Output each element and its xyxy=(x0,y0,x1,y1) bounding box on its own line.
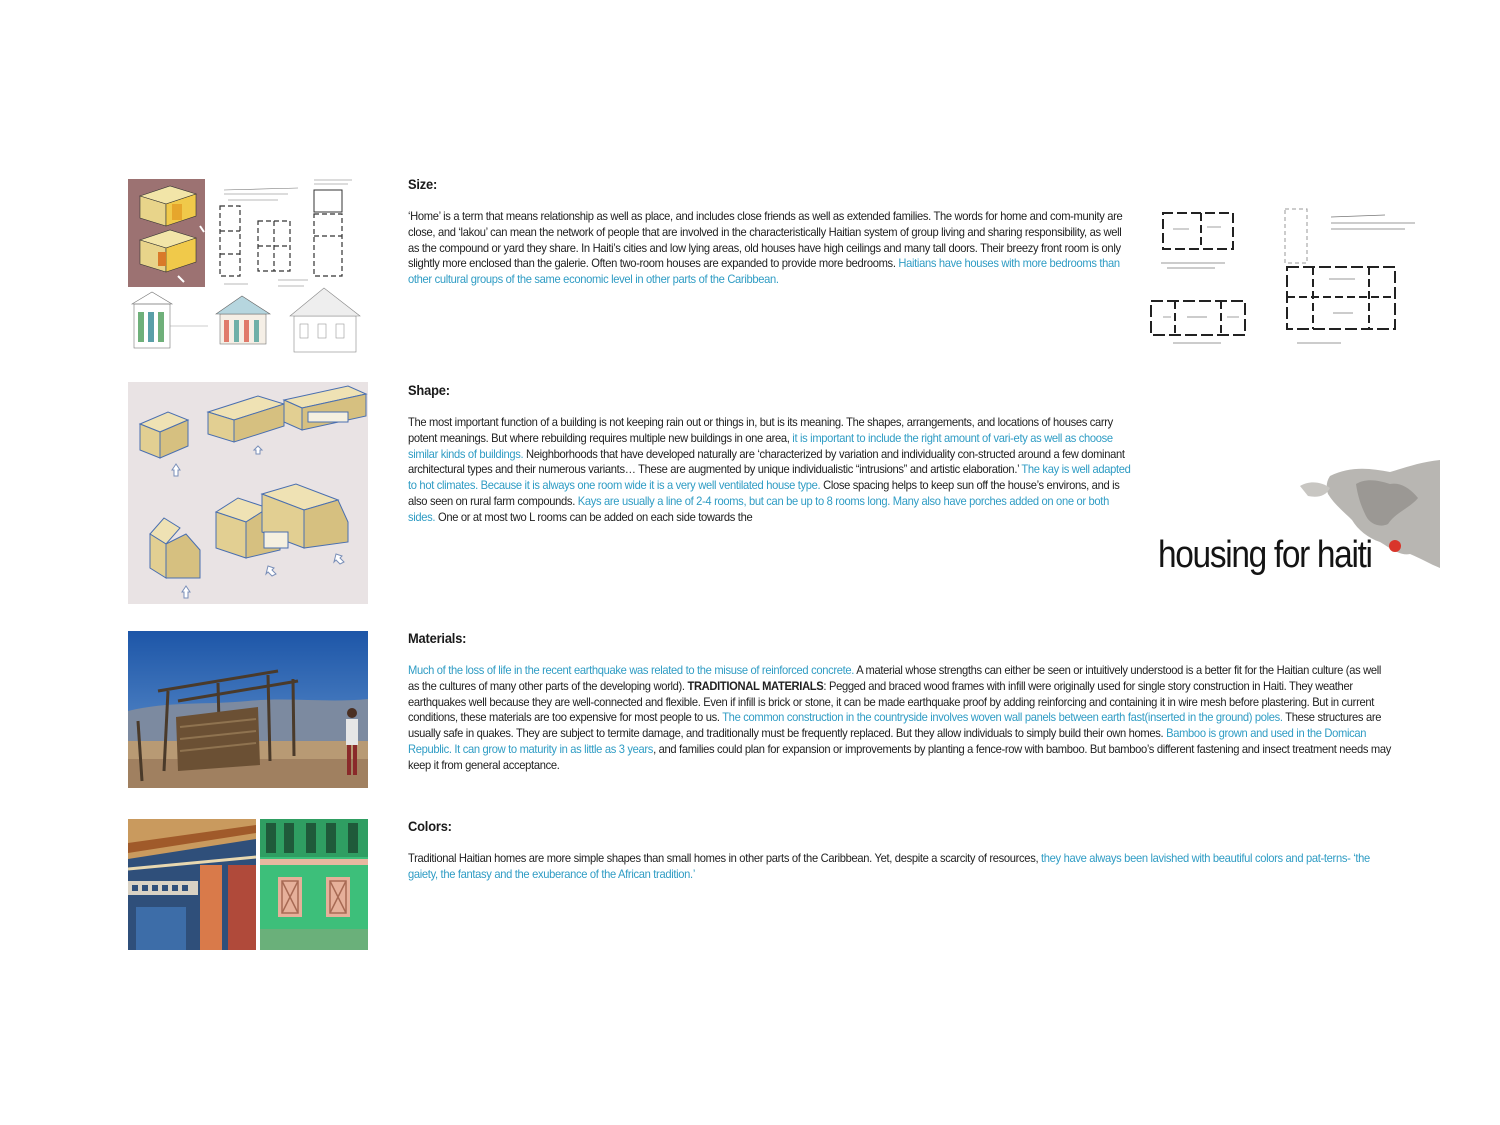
materials-heading: Materials: xyxy=(408,630,467,646)
materials-highlight-1: Much of the loss of life in the recent earthquake was related to the misuse of reinforced concrete. xyxy=(408,663,855,677)
materials-text-1: A material whose strengths can either be seen or intuitively understood is a better fit for the Haitian culture (as well as the cultures of many other parts of the developing world). xyxy=(408,663,1382,693)
house-shapes-figure xyxy=(128,382,368,604)
size-highlight-1: Haitians have houses with more bedrooms than other cultural groups of the same economic level in other parts of the Caribbean. xyxy=(408,256,1120,287)
traditional-materials-label: TRADITIONAL MATERIALS xyxy=(687,678,824,693)
shape-highlight-1: it is important to include the right amount of vari-ety as well as choose similar kinds of buildings. xyxy=(408,430,1113,461)
materials-highlight-3: Bamboo is grown and used in the Domican Republic. It can grow to maturity in as little as 3 years xyxy=(408,726,1367,756)
colors-highlight-1: they have always been lavished with beautiful colors and pat-terns- ‘the gaiety, the fantasy and the exuberance of the African tradition.’ xyxy=(408,851,1370,881)
wood-frame-hut-photo xyxy=(128,631,368,788)
colors-heading: Colors: xyxy=(408,818,452,834)
size-paragraph xyxy=(408,209,1133,288)
housing-for-haiti-title: housing for haiti xyxy=(1158,534,1372,576)
shape-highlight-3: Kays are usually a line of 2-4 rooms, but can be up to 8 rooms long. Many also have porches added on one or both sides. xyxy=(408,493,1109,524)
colors-text-1: Traditional Haitian homes are more simple shapes than small homes in other parts of the Caribbean. Yet, despite a scarcity of resources, xyxy=(408,851,1042,865)
size-sketches-figure xyxy=(128,176,368,356)
blue-house-photo xyxy=(128,819,256,950)
colors-paragraph xyxy=(408,851,1394,883)
shape-text-2: Neighborhoods that have developed naturally are ‘characterized by variation and individuality con-structed around a few dominant architectural types and their numerous variants… These are augmented by unique individualistic “intrusions” and artistic elaboration.’ xyxy=(408,446,1125,477)
materials-text-4: , and families could plan for expansion or improvements by planting a fence-row with bamboo. But bamboo’s different fastening and insect treatment needs may keep it from general acceptance. xyxy=(408,741,1391,772)
floor-plan-sketches-figure xyxy=(1145,205,1435,360)
materials-text-3: These structures are usually safe in quakes. They are subject to termite damage, and traditionally must be frequently replaced. But they allow individuals to simply build their own homes. xyxy=(408,710,1382,741)
shape-highlight-2: The kay is well adapted to hot climates. Because it is always one room wide it is a very well ventilated house type. xyxy=(408,462,1131,493)
shape-text-3: Close spacing helps to keep sun off the house’s environs, and is also seen on rural farm compounds. xyxy=(408,478,1120,508)
materials-highlight-2: The common construction in the countryside involves woven wall panels between earth fast(inserted in the ground) poles. xyxy=(722,710,1283,725)
shape-text-4: One or at most two L rooms can be added on each side towards the xyxy=(435,509,753,524)
materials-paragraph xyxy=(408,663,1394,774)
shape-heading: Shape: xyxy=(408,382,450,398)
size-text-1: ‘Home’ is a term that means relationship as well as place, and includes close friends as well as extended families. The words for home and com-munity are close, and ‘lakou’ can mean the network of people that are involved in the characteristically Haitian system of group living and sharing responsibility, as well as the compound or yard they share. In Haiti’s cities and low lying areas, old houses have high ceilings and many tall doors. Their breezy front room is only slightly more enclosed than the galerie. Often two-room houses are expanded to provide more bedrooms. xyxy=(408,209,1123,271)
size-heading: Size: xyxy=(408,176,438,192)
shape-paragraph xyxy=(408,415,1133,526)
materials-text-2: : Pegged and braced wood frames with infill were originally used for single story construction in Haiti. They weather earthquakes well because they are well-connected and flexible. Even if infill is brick or stone, it can be made earthquake proof by adding reinforcing and containing it in wire mesh before plastering. But in current conditions, these materials are too expensive for most people to us. xyxy=(408,678,1375,725)
green-house-photo xyxy=(260,819,368,950)
shape-text-1: The most important function of a building is not keeping rain out or things in, but is its meaning. The shapes, arrangements, and locations of houses carry potent meanings. But where rebuilding requires multiple new buildings in one area, xyxy=(408,415,1113,445)
